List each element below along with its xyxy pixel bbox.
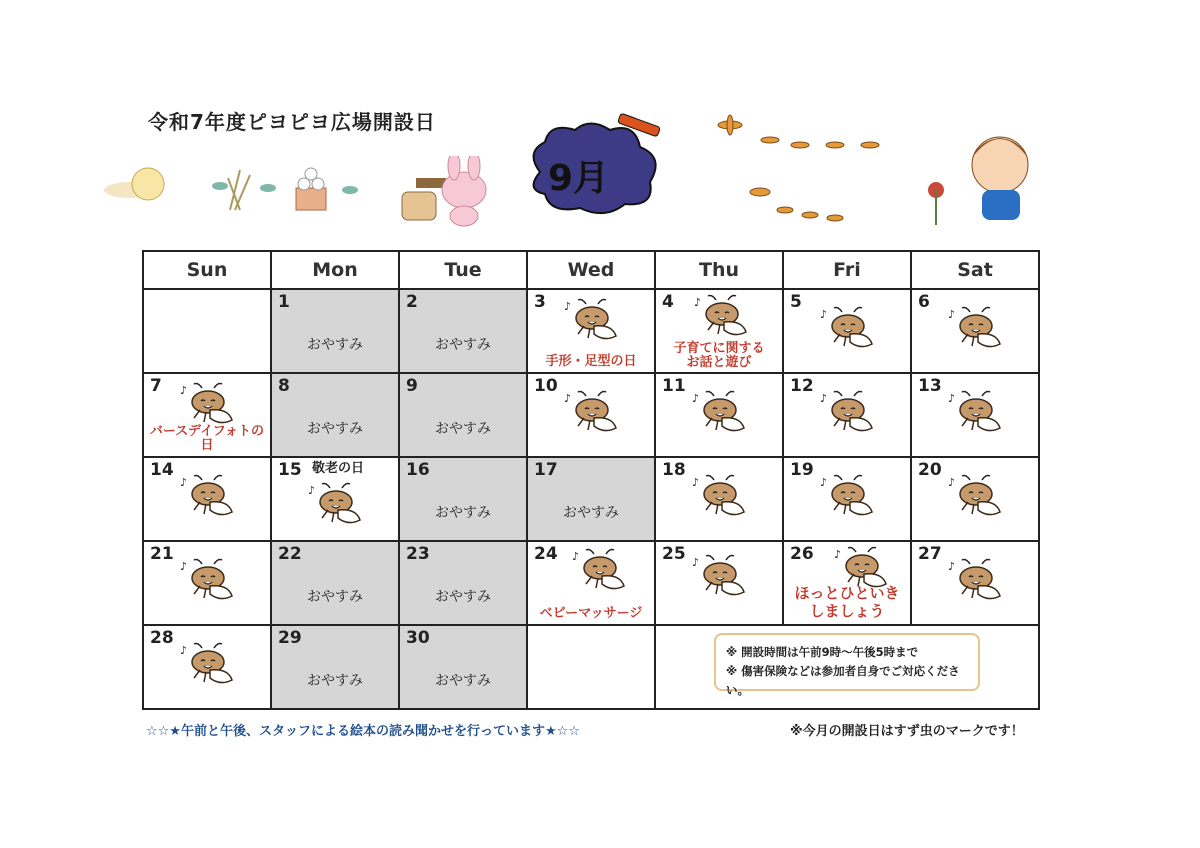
svg-text:♪: ♪ bbox=[948, 392, 956, 405]
svg-text:♪: ♪ bbox=[180, 476, 188, 489]
day-cell-open bbox=[655, 457, 783, 541]
weekday-fri: Fri bbox=[783, 251, 911, 289]
day-cell-closed bbox=[527, 457, 655, 541]
event-line: お話と遊び bbox=[686, 355, 752, 370]
day-number: 13 bbox=[918, 376, 942, 396]
week-row bbox=[143, 457, 1039, 541]
day-number: 2 bbox=[406, 292, 418, 312]
weekday-mon: Mon bbox=[271, 251, 399, 289]
day-cell-open bbox=[143, 541, 271, 625]
suzumushi-icon bbox=[692, 390, 752, 434]
day-number: 18 bbox=[662, 460, 686, 480]
day-cell-open bbox=[911, 289, 1039, 373]
day-number: 8 bbox=[278, 376, 290, 396]
day-number: 1 bbox=[278, 292, 290, 312]
suzumushi-icon bbox=[692, 554, 752, 598]
suzumushi-icon bbox=[180, 474, 240, 518]
day-cell-open bbox=[783, 373, 911, 457]
closed-label: おやすみ bbox=[563, 505, 619, 521]
day-number: 29 bbox=[278, 628, 302, 648]
holiday-label: 敬老の日 bbox=[312, 461, 365, 476]
weekday-wed: Wed bbox=[527, 251, 655, 289]
day-cell-open bbox=[143, 625, 271, 709]
svg-text:♪: ♪ bbox=[834, 548, 842, 561]
day-number: 12 bbox=[790, 376, 814, 396]
week-row bbox=[143, 373, 1039, 457]
event-label: バースデイフォトの日 bbox=[149, 424, 265, 453]
weekday-sun: Sun bbox=[143, 251, 271, 289]
day-number: 14 bbox=[150, 460, 174, 480]
note-hours: ※ 開設時間は午前9時～午後5時まで bbox=[726, 645, 919, 659]
day-number: 25 bbox=[662, 544, 686, 564]
day-number: 30 bbox=[406, 628, 430, 648]
week-row bbox=[143, 541, 1039, 625]
day-number: 15 bbox=[278, 460, 302, 480]
day-cell-open bbox=[655, 289, 783, 373]
suzumushi-icon bbox=[572, 548, 632, 592]
weekday-sat: Sat bbox=[911, 251, 1039, 289]
day-cell-closed bbox=[399, 541, 527, 625]
tsukimi-illustration bbox=[100, 160, 370, 220]
suzumushi-icon bbox=[564, 390, 624, 434]
day-cell-closed bbox=[399, 373, 527, 457]
day-number: 3 bbox=[534, 292, 546, 312]
suzumushi-icon bbox=[820, 306, 880, 350]
day-number: 11 bbox=[662, 376, 686, 396]
suzumushi-icon bbox=[948, 306, 1008, 350]
event-line: ほっとひといき bbox=[794, 584, 900, 602]
day-number: 4 bbox=[662, 292, 674, 312]
day-cell-closed bbox=[271, 541, 399, 625]
day-cell-open bbox=[911, 541, 1039, 625]
suzumushi-icon bbox=[948, 390, 1008, 434]
day-cell-open bbox=[143, 373, 271, 457]
day-number: 26 bbox=[790, 544, 814, 564]
closed-label: おやすみ bbox=[307, 673, 363, 689]
day-cell-open bbox=[783, 457, 911, 541]
day-cell-open bbox=[143, 457, 271, 541]
closed-label: おやすみ bbox=[435, 421, 491, 437]
suzumushi-icon bbox=[180, 382, 240, 426]
suzumushi-icon bbox=[180, 642, 240, 686]
svg-text:♪: ♪ bbox=[180, 560, 188, 573]
svg-text:♪: ♪ bbox=[820, 308, 828, 321]
day-cell-open bbox=[527, 373, 655, 457]
day-cell-closed bbox=[271, 625, 399, 709]
svg-text:♪: ♪ bbox=[820, 476, 828, 489]
day-number: 7 bbox=[150, 376, 162, 396]
suzumushi-icon bbox=[564, 298, 624, 342]
empty-day-cell bbox=[143, 289, 271, 373]
day-cell-open bbox=[911, 457, 1039, 541]
day-cell-closed bbox=[399, 625, 527, 709]
suzumushi-icon bbox=[820, 390, 880, 434]
suzumushi-icon bbox=[694, 294, 754, 338]
svg-text:♪: ♪ bbox=[820, 392, 828, 405]
day-number: 17 bbox=[534, 460, 558, 480]
day-cell-open bbox=[655, 373, 783, 457]
svg-text:♪: ♪ bbox=[948, 560, 956, 573]
day-cell-open bbox=[783, 289, 911, 373]
day-number: 21 bbox=[150, 544, 174, 564]
weekday-thu: Thu bbox=[655, 251, 783, 289]
storytime-notice: ☆☆★午前と午後、スタッフによる絵本の読み聞かせを行っています★☆☆ bbox=[146, 724, 580, 739]
suzumushi-icon bbox=[820, 474, 880, 518]
event-line: 子育てに関する bbox=[673, 341, 765, 356]
suzumushi-icon bbox=[180, 558, 240, 602]
svg-text:♪: ♪ bbox=[564, 300, 572, 313]
closed-label: おやすみ bbox=[435, 337, 491, 353]
day-number: 9 bbox=[406, 376, 418, 396]
note-insurance: ※ 傷害保険などは参加者自身でご対応ください。 bbox=[726, 664, 960, 697]
svg-text:♪: ♪ bbox=[948, 308, 956, 321]
event-label: ベビーマッサージ bbox=[539, 606, 643, 621]
page-title: 令和7年度ピヨピヨ広場開設日 bbox=[148, 110, 436, 134]
svg-text:♪: ♪ bbox=[572, 550, 580, 563]
svg-text:♪: ♪ bbox=[692, 556, 700, 569]
closed-label: おやすみ bbox=[307, 421, 363, 437]
event-label bbox=[656, 342, 782, 370]
closed-label: おやすみ bbox=[307, 337, 363, 353]
day-cell-closed bbox=[399, 457, 527, 541]
closed-label: おやすみ bbox=[307, 589, 363, 605]
suzumushi-icon bbox=[948, 474, 1008, 518]
day-number: 24 bbox=[534, 544, 558, 564]
day-number: 28 bbox=[150, 628, 174, 648]
day-cell-closed bbox=[399, 289, 527, 373]
month-label: 9月 bbox=[548, 158, 610, 199]
rabbit-illustration bbox=[396, 156, 496, 230]
suzumushi-icon bbox=[948, 558, 1008, 602]
day-cell-open bbox=[527, 289, 655, 373]
svg-text:♪: ♪ bbox=[308, 484, 316, 497]
event-label bbox=[784, 584, 910, 620]
svg-text:♪: ♪ bbox=[692, 392, 700, 405]
day-number: 5 bbox=[790, 292, 802, 312]
svg-text:♪: ♪ bbox=[564, 392, 572, 405]
svg-text:♪: ♪ bbox=[948, 476, 956, 489]
suzumushi-icon bbox=[308, 482, 368, 526]
day-cell-closed bbox=[271, 289, 399, 373]
day-number: 10 bbox=[534, 376, 558, 396]
svg-text:♪: ♪ bbox=[692, 476, 700, 489]
empty-day-cell bbox=[527, 625, 655, 709]
dragonfly-boy-illustration bbox=[700, 100, 1045, 230]
week-row bbox=[143, 289, 1039, 373]
day-number: 22 bbox=[278, 544, 302, 564]
closed-label: おやすみ bbox=[435, 673, 491, 689]
event-line: しましょう bbox=[809, 602, 885, 620]
day-number: 19 bbox=[790, 460, 814, 480]
svg-text:♪: ♪ bbox=[180, 644, 188, 657]
suzumushi-icon bbox=[692, 474, 752, 518]
event-label: 手形・足型の日 bbox=[545, 354, 637, 369]
day-cell-open bbox=[271, 457, 399, 541]
day-cell-open bbox=[783, 541, 911, 625]
day-number: 27 bbox=[918, 544, 942, 564]
weekday-tue: Tue bbox=[399, 251, 527, 289]
svg-text:♪: ♪ bbox=[694, 296, 702, 309]
day-number: 20 bbox=[918, 460, 942, 480]
notes-box bbox=[714, 633, 980, 697]
closed-label: おやすみ bbox=[435, 589, 491, 605]
day-cell-open bbox=[655, 541, 783, 625]
day-cell-open bbox=[911, 373, 1039, 457]
closed-label: おやすみ bbox=[435, 505, 491, 521]
svg-text:♪: ♪ bbox=[180, 384, 188, 397]
day-number: 16 bbox=[406, 460, 430, 480]
day-number: 6 bbox=[918, 292, 930, 312]
day-cell-closed bbox=[271, 373, 399, 457]
open-day-legend: ※今月の開設日はすず虫のマークです！ bbox=[790, 724, 1024, 739]
day-cell-open bbox=[527, 541, 655, 625]
weekday-header-row bbox=[143, 251, 1039, 289]
day-number: 23 bbox=[406, 544, 430, 564]
